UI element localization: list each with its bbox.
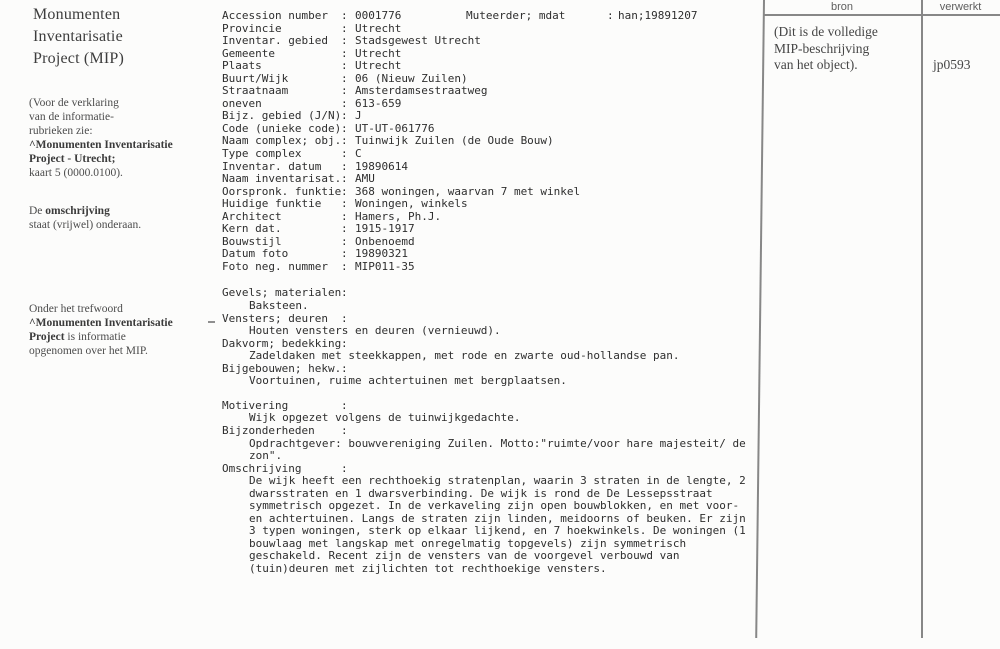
- section-header-vensters: [222, 313, 772, 326]
- section-text: Wijk opgezet volgens de tuinwijkgedachte.: [249, 411, 521, 425]
- field-colon: :: [341, 59, 348, 73]
- section-header-dakvorm: [222, 338, 772, 351]
- note-line: [29, 330, 173, 344]
- field-label: Kern dat.: [222, 222, 282, 236]
- field-value: 368 woningen, waarvan 7 met winkel: [355, 184, 581, 198]
- bron-column-header: bron: [830, 1, 854, 13]
- section-label: Motivering: [222, 398, 289, 412]
- field-label: Datum foto: [222, 247, 289, 261]
- muteerder-label: Muteerder; mdat: [466, 9, 566, 22]
- section-text: Baksteen.: [249, 299, 309, 313]
- muteerder-colon: :: [607, 9, 614, 22]
- section-text: geschakeld. Recent zijn de vensters van de voorgevel verbouwd van: [249, 549, 680, 563]
- field-value: Amsterdamsestraatweg: [355, 84, 488, 98]
- field-value: Stadsgewest Utrecht: [355, 34, 481, 48]
- section-label: Bijgebouwen; hekw.: [222, 361, 342, 375]
- note-text-bold: Project: [29, 331, 65, 343]
- field-label: Provincie: [222, 21, 282, 35]
- field-row: [222, 73, 772, 86]
- section-header-omschrijving: [222, 463, 772, 476]
- sidebar-note-verklaring: [29, 96, 173, 180]
- section-colon: :: [341, 286, 348, 300]
- field-row-accession: [222, 10, 772, 23]
- field-row: [222, 135, 772, 148]
- section-text: symmetrisch opgezet. In de verkaveling zijn open bouwblokken, en met voor-: [249, 499, 740, 513]
- section-label: Omschrijving: [222, 461, 302, 475]
- muteerder-value: han;19891207: [618, 9, 698, 22]
- note-text: De: [29, 205, 46, 217]
- note-line-bold: ^Monumenten Inventarisatie: [29, 139, 173, 151]
- field-label: Architect: [222, 209, 282, 223]
- field-colon: :: [341, 159, 348, 173]
- field-label: Naam complex; obj.: [222, 134, 342, 148]
- field-label: Inventar. datum: [222, 159, 322, 173]
- note-line: [29, 204, 141, 218]
- field-label: Oorspronk. funktie: [222, 184, 342, 198]
- section-colon: :: [341, 336, 348, 350]
- bron-note-line: MIP-beschrijving: [774, 40, 870, 56]
- field-value: MIP011-35: [355, 259, 415, 273]
- section-header-motivering: [222, 400, 772, 413]
- section-header-bijgebouwen: [222, 363, 772, 376]
- field-value: Utrecht: [355, 21, 402, 35]
- page-title: [33, 4, 124, 70]
- field-label: Accession number: [222, 9, 328, 22]
- section-text: Voortuinen, ruime achtertuinen met bergplaatsen.: [249, 374, 567, 388]
- field-value: Woningen, winkels: [355, 197, 468, 211]
- section-label: Vensters; deuren: [222, 311, 328, 325]
- field-colon: :: [341, 71, 348, 85]
- field-colon: :: [341, 84, 348, 98]
- section-label: Gevels; materialen: [222, 286, 342, 300]
- field-value: Onbenoemd: [355, 234, 415, 248]
- margin-tick-mark: [208, 321, 215, 323]
- field-label: Inventar. gebied: [222, 34, 328, 48]
- note-line: kaart 5 (0000.0100).: [29, 167, 123, 179]
- note-line: van de informatie-: [29, 111, 114, 123]
- field-value: 19890321: [355, 247, 408, 261]
- field-row: [222, 211, 772, 224]
- section-colon: :: [341, 361, 348, 375]
- section-text: Houten vensters en deuren (vernieuwd).: [249, 324, 501, 338]
- section-label: Dakvorm; bedekking: [222, 336, 342, 350]
- field-label: Buurt/Wijk: [222, 71, 289, 85]
- field-colon: :: [341, 147, 348, 161]
- sidebar-note-omschrijving: [29, 204, 141, 232]
- bron-note: [774, 24, 878, 74]
- section-colon: :: [341, 423, 348, 437]
- field-value: Utrecht: [355, 59, 402, 73]
- section-text: De wijk heeft een rechthoekig stratenplan, waarin 3 straten in de lengte, 2: [249, 474, 746, 488]
- field-colon: :: [341, 222, 348, 236]
- field-colon: :: [341, 259, 348, 273]
- section-text: Opdrachtgever: bouwvereniging Zuilen. Motto:"ruimte/voor hare majesteit/ de: [249, 436, 746, 450]
- section-text: zon".: [249, 449, 283, 463]
- section-colon: :: [341, 461, 348, 475]
- field-label: Code (unieke code): [222, 121, 342, 135]
- field-row: [222, 261, 772, 274]
- field-colon: :: [341, 9, 348, 22]
- field-value: AMU: [355, 172, 375, 186]
- bron-note-line: (Dit is de volledige: [774, 24, 878, 39]
- verwerkt-column-header: verwerkt: [939, 1, 982, 13]
- field-label: Straatnaam: [222, 84, 289, 98]
- section-colon: :: [341, 311, 348, 325]
- field-colon: :: [341, 234, 348, 248]
- field-row: [222, 48, 772, 61]
- field-row: [222, 223, 772, 236]
- field-value: 1915-1917: [355, 222, 415, 236]
- note-line-bold: Project - Utrecht;: [29, 153, 116, 165]
- title-line: Monumenten: [33, 6, 121, 23]
- field-row: [222, 35, 772, 48]
- verwerkt-code: jp0593: [933, 57, 971, 72]
- field-colon: :: [341, 109, 348, 123]
- field-value: 0001776: [355, 9, 402, 22]
- note-text-bold: omschrijving: [45, 205, 110, 217]
- field-row: [222, 236, 772, 249]
- field-value: 19890614: [355, 159, 408, 173]
- field-colon: :: [341, 96, 348, 110]
- section-text: (tuin)deuren met zijlichten tot rechthoekige vensters.: [249, 561, 607, 575]
- field-label: Bouwstijl: [222, 234, 282, 248]
- bron-note-line: van het object).: [774, 57, 858, 72]
- field-colon: :: [341, 197, 348, 211]
- note-line: rubrieken zie:: [29, 125, 93, 137]
- field-label: Gemeente: [222, 46, 275, 60]
- title-line: Project (MIP): [33, 50, 125, 67]
- field-colon: :: [341, 46, 348, 60]
- field-label: Plaats: [222, 59, 262, 73]
- section-header-gevels: [222, 287, 772, 300]
- record-body: [222, 10, 772, 576]
- field-row: [222, 148, 772, 161]
- field-label: Bijz. gebied (J/N): [222, 109, 342, 123]
- section-colon: :: [341, 398, 348, 412]
- field-row: [222, 60, 772, 73]
- field-colon: :: [341, 184, 348, 198]
- field-colon: :: [341, 209, 348, 223]
- section-text: Zadeldaken met steekkappen, met rode en zwarte oud-hollandse pan.: [249, 349, 680, 363]
- field-value: 06 (Nieuw Zuilen): [355, 71, 468, 85]
- field-colon: :: [341, 34, 348, 48]
- note-line: opgenomen over het MIP.: [29, 345, 148, 357]
- section-label: Bijzonderheden: [222, 423, 315, 437]
- section-header-bijzonderheden: [222, 425, 772, 438]
- field-value: Utrecht: [355, 46, 402, 60]
- note-line: staat (vrijwel) onderaan.: [29, 219, 142, 231]
- field-colon: :: [341, 172, 348, 186]
- field-value: Hamers, Ph.J.: [355, 209, 442, 223]
- section-text: bouwlaag met langskap met onregelmatig topgevels) zijn symmetrisch: [249, 536, 687, 550]
- field-colon: :: [341, 21, 348, 35]
- field-colon: :: [341, 134, 348, 148]
- section-text: en achtertuinen. Langs de straten zijn linden, meidoorns of beuken. Er zijn: [249, 511, 746, 525]
- field-value: C: [355, 147, 362, 161]
- section-text: 3 typen woningen, sterk op elkaar lijkend, en 7 hoekwinkels. De woningen (1: [249, 524, 746, 538]
- field-colon: :: [341, 247, 348, 261]
- field-label: Huidige funktie: [222, 197, 322, 211]
- title-line: Inventarisatie: [33, 28, 123, 45]
- sidebar-note-trefwoord: [29, 302, 173, 358]
- note-line: (Voor de verklaring: [29, 97, 119, 109]
- field-row: [222, 198, 772, 211]
- field-colon: :: [341, 121, 348, 135]
- field-row: [222, 85, 772, 98]
- field-value: J: [355, 109, 362, 123]
- column-header-underline: [763, 14, 1000, 16]
- spacer: [222, 388, 772, 400]
- field-label: Naam inventarisat.: [222, 172, 342, 186]
- field-value: 613-659: [355, 96, 402, 110]
- note-line: Onder het trefwoord: [29, 303, 123, 315]
- section-text: dwarsstraten en 1 dwarsverbinding. De wijk is rond de De Lessepsstraat: [249, 486, 713, 500]
- field-label: Type complex: [222, 147, 302, 161]
- note-line-bold: ^Monumenten Inventarisatie: [29, 317, 173, 329]
- field-value: UT-UT-061776: [355, 121, 435, 135]
- verwerkt-column-divider: [921, 0, 923, 638]
- note-text: is informatie: [64, 331, 126, 343]
- field-value: Tuinwijk Zuilen (de Oude Bouw): [355, 134, 554, 148]
- spacer: [222, 273, 772, 287]
- field-label: oneven: [222, 96, 262, 110]
- field-label: Foto neg. nummer: [222, 259, 328, 273]
